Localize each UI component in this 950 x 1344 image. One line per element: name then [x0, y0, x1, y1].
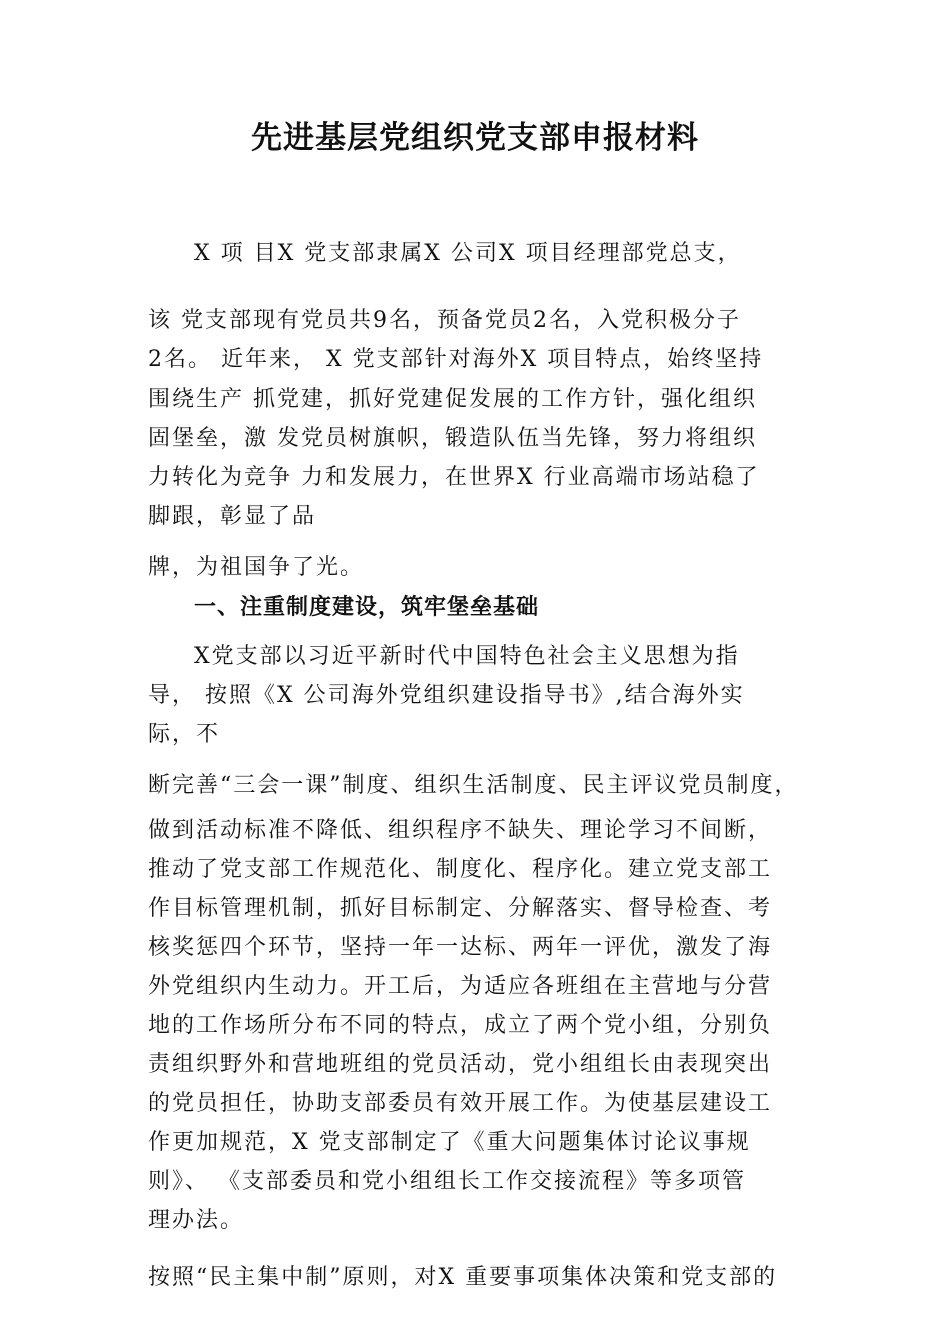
paragraph-line: 核奖惩四个环节，坚持一年一达标、两年一评优，激发了海 — [148, 935, 773, 960]
paragraph-line: 固堡垒，激 发党员树旗帜，锻造队伍当先锋，努力将组织 — [148, 426, 757, 451]
paragraph-line: 推动了党支部工作规范化、制度化、程序化。建立党支部工 — [148, 857, 773, 882]
paragraph-line: 责组织野外和营地班组的党员活动，党小组组长由表现突出 — [148, 1052, 773, 1077]
paragraph-line: 断完善“三会一课”制度、组织生活制度、民主评议党员制度， — [148, 773, 799, 798]
paragraph-line: 脚跟，彰显了品 — [148, 504, 317, 529]
paragraph-line: 力转化为竞争 力和发展力，在世界X 行业高端市场站稳了 — [148, 465, 760, 490]
paragraph-line: X 项 目X 党支部隶属X 公司X 项目经理部党总支， — [194, 241, 742, 266]
paragraph-line: 地的工作场所分布不同的特点，成立了两个党小组，分别负 — [148, 1013, 773, 1038]
paragraph-line: 2名。 近年来， X 党支部针对海外X 项目特点，始终坚持 — [148, 347, 764, 372]
paragraph-line: 按照“民主集中制”原则，对X 重要事项集体决策和党支部的 — [148, 1265, 778, 1290]
paragraph-line: 的党员担任，协助支部委员有效开展工作。为使基层建设工 — [148, 1091, 773, 1116]
paragraph-line: 则》、 《支部委员和党小组组长工作交接流程》等多项管 — [148, 1169, 746, 1194]
document-title: 先进基层党组织党支部申报材料 — [251, 120, 699, 156]
section-heading: 一、注重制度建设，筑牢堡垒基础 — [194, 595, 540, 620]
paragraph-line: 围绕生产 抓党建，抓好党建促发展的工作方针，强化组织 — [148, 387, 757, 412]
paragraph-line: 导， 按照《X 公司海外党组织建设指导书》,结合海外实 — [148, 683, 745, 708]
paragraph-line: X党支部以习近平新时代中国特色社会主义思想为指 — [194, 644, 740, 669]
paragraph-line: 际，不 — [148, 722, 221, 747]
paragraph-line: 该 党支部现有党员共9名，预备党员2名，入党积极分子 — [148, 308, 741, 333]
paragraph-line: 牌，为祖国争了光。 — [148, 555, 365, 580]
paragraph-line: 理办法。 — [148, 1208, 245, 1233]
paragraph-line: 外党组织内生动力。开工后，为适应各班组在主营地与分营 — [148, 974, 773, 999]
paragraph-line: 作目标管理机制，抓好目标制定、分解落实、督导检查、考 — [148, 896, 773, 921]
paragraph-line: 做到活动标准不降低、组织程序不缺失、理论学习不间断， — [148, 818, 773, 843]
paragraph-line: 作更加规范，X 党支部制定了《重大问题集体讨论议事规 — [148, 1130, 751, 1155]
